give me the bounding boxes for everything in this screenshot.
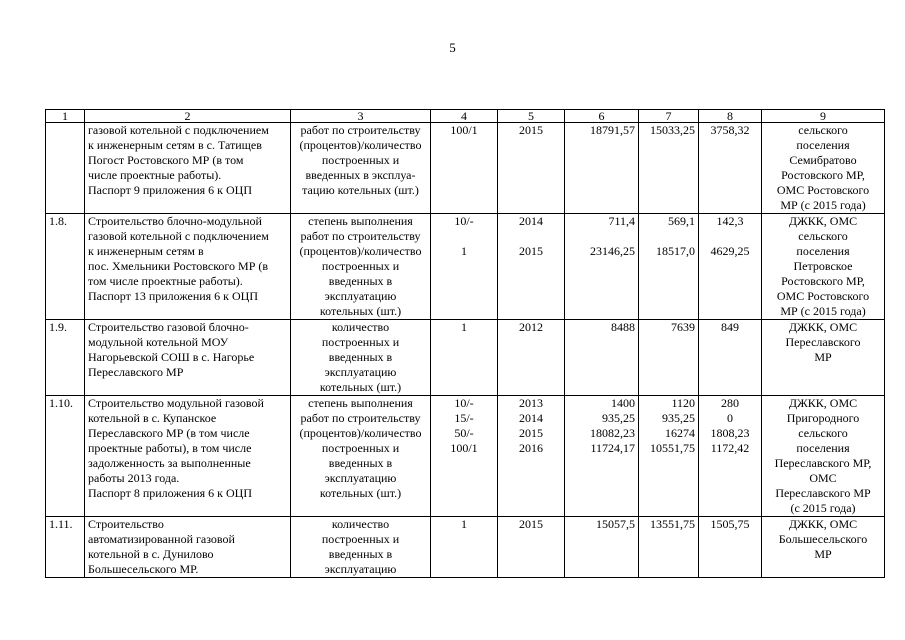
indicator-line: построенных и: [321, 335, 400, 349]
page-number: 5: [449, 40, 456, 55]
indicator-line: котельных (шт.): [319, 486, 402, 500]
column-header-4: 4: [431, 110, 498, 123]
local-amount-line: 280: [721, 396, 739, 410]
year-cell: [498, 320, 565, 396]
local-amount-line: 1808,23: [710, 426, 750, 440]
regional-amount-line: 16274: [665, 426, 695, 440]
local-amount-cell: [699, 320, 762, 396]
row-number-cell: 1.8.: [46, 214, 85, 320]
regional-amount-cell: [639, 123, 699, 214]
plan-value-line: 50/-: [454, 426, 474, 440]
regional-amount-line: 7639: [671, 320, 695, 334]
indicator-cell: [291, 123, 431, 214]
table-row: [46, 396, 885, 517]
executor-line: ОМС Ростовского: [776, 183, 870, 197]
row-number-cell: 1.9.: [46, 320, 85, 396]
indicator-line: степень выполнения: [308, 214, 413, 228]
indicator-line: построенных и: [321, 441, 400, 455]
executor-line: Ростовского МР,: [781, 274, 865, 288]
total-amount-line: [568, 229, 635, 244]
indicator-line: (процентов)/количество: [299, 426, 422, 440]
executor-line: ДЖКК, ОМС: [788, 517, 858, 531]
regional-amount-line: 13551,75: [650, 517, 695, 531]
indicator-line: работ по строительству: [300, 229, 421, 243]
indicator-line: построенных и: [321, 532, 400, 546]
local-amount-cell: [699, 396, 762, 517]
column-header-7: 7: [639, 110, 699, 123]
indicator-line: введенных в: [328, 547, 393, 561]
year-line: 2015: [519, 244, 543, 258]
indicator-line: эксплуатацию: [324, 562, 397, 576]
measure-name-line: числе проектные работы).: [88, 168, 222, 182]
column-header-1: 1: [46, 110, 85, 123]
local-amount-line: 1172,42: [710, 441, 750, 455]
indicator-cell: [291, 517, 431, 578]
total-amount-line: 8488: [611, 320, 635, 334]
total-amount-line: 15057,5: [596, 517, 635, 531]
indicator-line: работ по строительству: [300, 411, 421, 425]
measure-name-line: Строительство модульной газовой: [88, 396, 264, 410]
year-line: 2014: [519, 411, 543, 425]
year-line: 2015: [519, 123, 543, 137]
plan-value-line: 1: [461, 244, 467, 258]
measure-name-line: к инженерным сетям в с. Татищев: [88, 138, 262, 152]
regional-amount-cell: [639, 214, 699, 320]
table-row: [46, 123, 885, 214]
local-amount-line: 142,3: [716, 214, 744, 228]
column-header-3: 3: [291, 110, 431, 123]
local-amount-line: 849: [721, 320, 739, 334]
measure-name-line: задолженность за выполненные: [88, 456, 251, 470]
regional-amount-line: 569,1: [668, 214, 695, 228]
executor-cell: [762, 214, 885, 320]
executor-line: Петровское: [793, 259, 853, 273]
measure-name-line: котельной в с. Купанское: [88, 411, 217, 425]
measure-name-line: работы 2013 года.: [88, 471, 180, 485]
executor-line: Переславского МР,: [774, 456, 872, 470]
measure-name-cell: [85, 123, 291, 214]
measure-name-line: Строительство блочно-модульной: [88, 214, 262, 228]
measure-name-line: пос. Хмельники Ростовского МР (в: [88, 259, 269, 273]
regional-amount-cell: [639, 396, 699, 517]
indicator-line: котельных (шт.): [319, 380, 402, 394]
plan-value-line: [434, 229, 494, 244]
local-amount-line: 3758,32: [710, 123, 750, 137]
measure-name-line: проектные работы), в том числе: [88, 441, 252, 455]
plan-value-cell: [431, 123, 498, 214]
regional-amount-line: 15033,25: [650, 123, 695, 137]
measure-name-line: Паспорт 9 приложения 6 к ОЦП: [88, 183, 253, 197]
plan-value-cell: [431, 320, 498, 396]
executor-line: Переславского: [785, 335, 861, 349]
executor-cell: [762, 396, 885, 517]
indicator-line: эксплуатацию: [324, 471, 397, 485]
executor-line: поселения: [796, 441, 850, 455]
executor-line: поселения: [796, 244, 850, 258]
measure-name-line: Погост Ростовского МР (в том: [88, 153, 244, 167]
executor-cell: [762, 517, 885, 578]
indicator-line: эксплуатацию: [324, 365, 397, 379]
program-table: [45, 109, 885, 578]
regional-amount-line: 935,25: [662, 411, 695, 425]
measure-name-line: газовой котельной с подключением: [88, 229, 269, 243]
table-row: [46, 214, 885, 320]
indicator-line: введенных в: [328, 456, 393, 470]
year-cell: [498, 517, 565, 578]
executor-line: Ростовского МР,: [781, 168, 865, 182]
row-number-cell: [46, 123, 85, 214]
year-line: 2015: [519, 517, 543, 531]
indicator-line: введенных в: [328, 274, 393, 288]
plan-value-line: 10/-: [454, 396, 474, 410]
indicator-cell: [291, 396, 431, 517]
plan-value-cell: [431, 517, 498, 578]
measure-name-line: котельной в с. Дунилово: [88, 547, 214, 561]
executor-line: Большесельского: [778, 532, 868, 546]
measure-name-line: том числе проектные работы).: [88, 274, 243, 288]
year-cell: [498, 123, 565, 214]
year-line: 2014: [519, 214, 543, 228]
measure-name-line: Переславского МР (в том числе: [88, 426, 250, 440]
regional-amount-cell: [639, 517, 699, 578]
executor-line: ОМС: [809, 471, 837, 485]
header-row: [46, 110, 885, 123]
indicator-cell: [291, 214, 431, 320]
local-amount-line: 1505,75: [710, 517, 750, 531]
plan-value-line: 1: [461, 517, 467, 531]
indicator-line: степень выполнения: [308, 396, 413, 410]
executor-cell: [762, 123, 885, 214]
row-number-cell: 1.11.: [46, 517, 85, 578]
executor-line: ДЖКК, ОМС: [788, 214, 858, 228]
executor-line: сельского: [798, 426, 848, 440]
indicator-line: введенных в эксплуа-: [305, 168, 416, 182]
row-number-cell: 1.10.: [46, 396, 85, 517]
total-amount-line: 11724,17: [590, 441, 635, 455]
indicator-line: построенных и: [321, 153, 400, 167]
indicator-line: эксплуатацию: [324, 289, 397, 303]
column-header-6: 6: [565, 110, 639, 123]
plan-value-line: 15/-: [454, 411, 474, 425]
column-header-9: 9: [762, 110, 885, 123]
indicator-line: (процентов)/количество: [299, 138, 422, 152]
measure-name-line: Переславского МР: [88, 365, 184, 379]
year-line: 2013: [519, 396, 543, 410]
indicator-cell: [291, 320, 431, 396]
executor-line: Пригородного: [786, 411, 860, 425]
regional-amount-line: [642, 229, 695, 244]
measure-name-cell: [85, 517, 291, 578]
local-amount-cell: [699, 123, 762, 214]
measure-name-line: автоматизированной газовой: [88, 532, 235, 546]
measure-name-line: Паспорт 13 приложения 6 к ОЦП: [88, 289, 259, 303]
indicator-line: работ по строительству: [300, 123, 421, 137]
local-amount-line: 4629,25: [710, 244, 750, 258]
measure-name-cell: [85, 396, 291, 517]
year-line: 2016: [519, 441, 543, 455]
table-body: [46, 123, 885, 578]
local-amount-line: 0: [727, 411, 733, 425]
year-cell: [498, 396, 565, 517]
total-amount-cell: [565, 517, 639, 578]
total-amount-line: 18082,23: [590, 426, 635, 440]
table-row: [46, 517, 885, 578]
total-amount-line: 18791,57: [590, 123, 635, 137]
executor-line: ДЖКК, ОМС: [788, 320, 858, 334]
plan-value-cell: [431, 396, 498, 517]
executor-line: сельского: [798, 123, 848, 137]
total-amount-line: 1400: [611, 396, 635, 410]
measure-name-line: Строительство: [88, 517, 164, 531]
measure-name-cell: [85, 214, 291, 320]
total-amount-cell: [565, 320, 639, 396]
plan-value-line: 1: [461, 320, 467, 334]
indicator-line: котельных (шт.): [319, 304, 402, 318]
plan-value-cell: [431, 214, 498, 320]
column-header-2: 2: [85, 110, 291, 123]
local-amount-cell: [699, 214, 762, 320]
plan-value-line: 100/1: [450, 441, 478, 455]
column-header-8: 8: [699, 110, 762, 123]
indicator-line: (процентов)/количество: [299, 244, 422, 258]
executor-line: поселения: [796, 138, 850, 152]
measure-name-line: модульной котельной МОУ: [88, 335, 229, 349]
indicator-line: количество: [331, 517, 390, 531]
total-amount-cell: [565, 396, 639, 517]
indicator-line: построенных и: [321, 259, 400, 273]
executor-line: Семибратово: [789, 153, 857, 167]
year-line: [501, 229, 561, 244]
executor-line: МР: [814, 350, 832, 364]
local-amount-cell: [699, 517, 762, 578]
executor-line: ОМС Ростовского: [776, 289, 870, 303]
table-row: [46, 320, 885, 396]
indicator-line: введенных в: [328, 350, 393, 364]
executor-line: МР: [814, 547, 832, 561]
plan-value-line: 10/-: [454, 214, 474, 228]
executor-line: Переславского МР: [775, 486, 871, 500]
regional-amount-cell: [639, 320, 699, 396]
measure-name-line: Большесельского МР.: [88, 562, 199, 576]
indicator-line: количество: [331, 320, 390, 334]
total-amount-cell: [565, 123, 639, 214]
year-line: 2012: [519, 320, 543, 334]
column-header-5: 5: [498, 110, 565, 123]
executor-line: сельского: [798, 229, 848, 243]
total-amount-line: 711,4: [608, 214, 635, 228]
measure-name-line: Паспорт 8 приложения 6 к ОЦП: [88, 486, 253, 500]
measure-name-line: к инженерным сетям в: [88, 244, 204, 258]
year-line: 2015: [519, 426, 543, 440]
total-amount-line: 935,25: [602, 411, 635, 425]
executor-line: МР (с 2015 года): [780, 304, 866, 318]
measure-name-line: Строительство газовой блочно-: [88, 320, 249, 334]
measure-name-line: газовой котельной с подключением: [88, 123, 269, 137]
total-amount-cell: [565, 214, 639, 320]
measure-name-line: Нагорьевской СОШ в с. Нагорье: [88, 350, 255, 364]
regional-amount-line: 1120: [671, 396, 695, 410]
executor-line: (с 2015 года): [790, 501, 856, 515]
local-amount-line: [702, 229, 758, 244]
year-cell: [498, 214, 565, 320]
total-amount-line: 23146,25: [590, 244, 635, 258]
measure-name-cell: [85, 320, 291, 396]
executor-line: ДЖКК, ОМС: [788, 396, 858, 410]
indicator-line: тацию котельных (шт.): [302, 183, 419, 197]
regional-amount-line: 10551,75: [650, 441, 695, 455]
plan-value-line: 100/1: [450, 123, 478, 137]
executor-line: МР (с 2015 года): [780, 198, 866, 212]
regional-amount-line: 18517,0: [656, 244, 695, 258]
executor-cell: [762, 320, 885, 396]
